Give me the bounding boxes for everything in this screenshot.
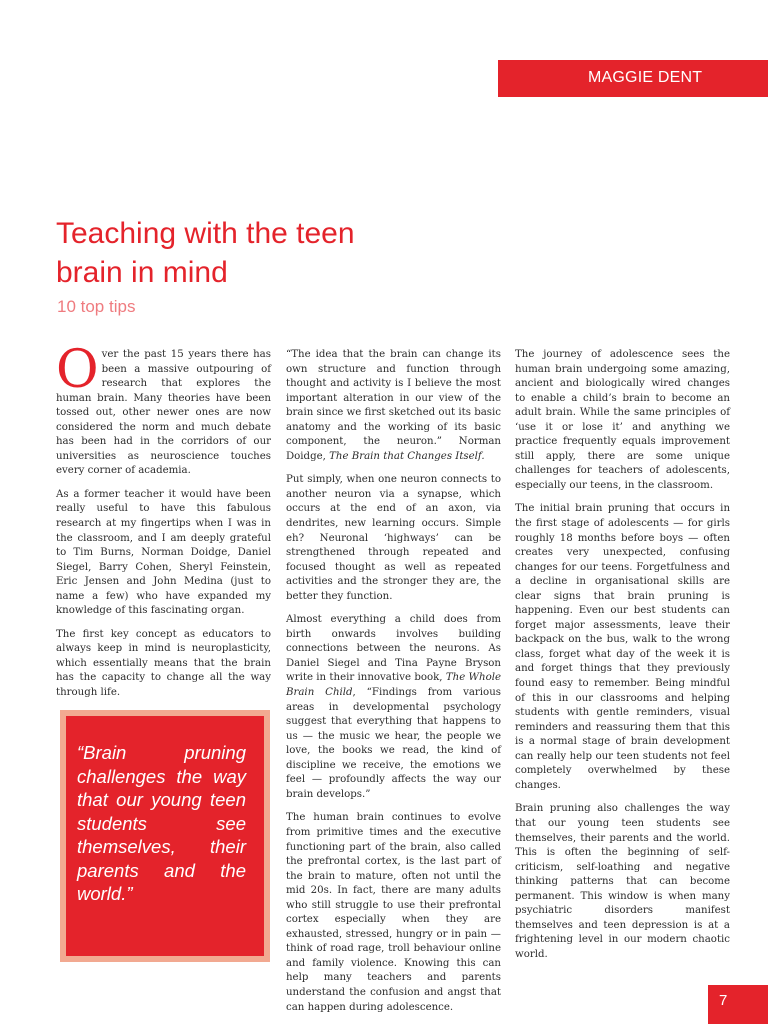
paragraph: Brain pruning also challenges the way that our young teen students see themselves, their parents and the world. This is often the beginning of self-criticism, self-loathing and negative thinking patterns that can become permanent. This window is when many psychiatric disorders manifest themselves and teen depression is at a frightening level in our modern chaotic world. xyxy=(515,803,730,960)
author-banner xyxy=(498,60,768,97)
paragraph-text: “The idea that the brain can change its own structure and function through thought and activity is I believe the most important alteration in our view of the brain since we first sketched out its basic anatomy and the working of its basic component, the neuron.” Norman Doidge, xyxy=(286,349,501,462)
paragraph xyxy=(56,340,271,479)
paragraph xyxy=(286,613,501,802)
paragraph: The initial brain pruning that occurs in the first stage of adolescents — for girls roughly 18 months before boys — often creates very unexpected, confusing changes for our teens. Forgetfulness and a decline in organisational skills are clear signs that brain pruning is happening. Even our best students can forget major assessments, leave their backpack on the bus, walk to the wrong class, forget what day of the week it is and forget things that they previously found easy to remember. Being mindful of this in our classrooms and helping students with gentle reminders, visual reminders and reassuring them that this is a normal stage of brain development can really help our teen students not feel completely overwhelmed by these changes. xyxy=(515,503,730,791)
paragraph: The journey of adolescence sees the human brain undergoing some amazing, ancient and biologically wired changes to enable a child’s brain to become an adult brain. While the same principles of ‘use it or lose it’ and anything we practice frequently equals improvement still apply, there are some unique challenges for teachers of adolescents, especially our teens, in the classroom. xyxy=(515,349,730,491)
paragraph xyxy=(286,348,501,464)
pullquote-box xyxy=(66,716,264,956)
page-number: 7 xyxy=(719,992,728,1009)
text-column-2 xyxy=(286,348,501,1024)
paragraph: As a former teacher it would have been really useful to have this fabulous research at my fingertips when I was in the classroom, and I am deeply grateful to Tim Burns, Norman Doidge, Daniel Siegel, Barry Cohen, Sheryl Feinstein, Eric Jensen and John Medina (just to name a few) who have expanded my knowledge of this fascinating organ. xyxy=(56,488,271,617)
article-subtitle: 10 top tips xyxy=(57,297,136,316)
paragraph: The human brain continues to evolve from primitive times and the executive functioning part of the brain, also called the prefrontal cortex, is the last part of the brain to mature, often not until the mid 20s. In fact, there are many adults who still struggle to use their prefrontal cortex especially when they are exhausted, stressed, hungry or in pain — think of road rage, troll behaviour online and family violence. Knowing this can help many teachers and parents understand the confusion and angst that can happen during adolescence. xyxy=(286,812,501,1013)
text-column-1 xyxy=(56,340,271,710)
book-title: The Whole Brain Child xyxy=(286,672,501,699)
author-name: MAGGIE DENT xyxy=(588,69,703,86)
text-column-3 xyxy=(515,348,730,971)
paragraph-text: ver the past 15 years there has been a massive outpouring of research that explores the human brain. Many theories have been tossed out, other newer ones are now considered the norm and much debate has been had in the corridors of our universities as neuroscience touches every corner of academia. xyxy=(56,349,271,477)
drop-cap: O xyxy=(56,340,99,400)
page-number-box xyxy=(708,985,768,1024)
paragraph-text: Almost everything a child does from birth onwards involves building connections between the neurons. As Daniel Siegel and Tina Payne Bryson write in their innovative book, xyxy=(286,614,501,684)
pullquote-text: “Brain pruning challenges the way that our young teen students see themselves, their parents and the world.” xyxy=(77,742,246,904)
paragraph: Put simply, when one neuron connects to another neuron via a synapse, which occurs at the end of an axon, via dendrites, new learning occurs. Simple eh? Neuronal ‘highways’ can be strengthened through repeated and focused thought as well as repeated activities and the stronger they are, the better they function. xyxy=(286,474,501,602)
book-title: The Brain that Changes Itself. xyxy=(329,450,485,462)
paragraph-text: , “Findings from various areas in developmental psychology suggest that everything that happens to us — the music we hear, the people we love, the books we read, the kind of discipline we receive, the emotions we feel — profoundly affects the way our brain develops.” xyxy=(286,687,501,800)
article-title: Teaching with the teen brain in mind xyxy=(56,217,355,289)
paragraph: The first key concept as educators to always keep in mind is neuroplasticity, which essentially means that the brain has the capacity to change all the way through life. xyxy=(56,628,271,699)
